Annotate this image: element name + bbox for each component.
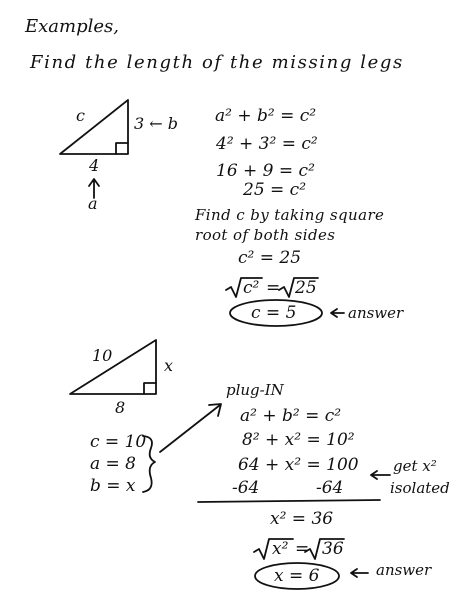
ex1-step-c2: c² = 25 [238,248,302,268]
triangle-1-horz-var: a [88,194,98,213]
given-a: a = 8 [90,454,137,474]
plug-in-label: plug-IN [226,381,284,399]
ex2-sqrt-equals: = [295,539,310,559]
ex2-answer: x = 6 [274,566,320,586]
ex1-step-1: a² + b² = c² [215,106,317,126]
ex2-note-line-2: isolated [390,479,450,497]
triangle-1 [60,100,128,154]
subtraction-rule [198,500,380,502]
right-angle-mark-2 [144,383,156,394]
ex2-subtract-left: -64 [232,478,260,498]
page-title: Examples, [25,16,119,37]
triangle-2-vert-label: x [164,356,174,375]
given-b: b = x [90,476,136,496]
arrow-left-icon [351,569,368,577]
ex1-answer: c = 5 [251,303,297,323]
triangle-2 [70,340,156,394]
ex1-sqrt-lhs: c² [243,278,260,298]
arrow-left-icon [371,471,390,479]
instruction-text: Find the length of the missing legs [30,52,404,73]
ex1-step-2: 4² + 3² = c² [216,134,318,154]
right-angle-mark-1 [116,143,128,154]
triangle-2-hyp-label: 10 [92,346,113,365]
ex1-step-3: 16 + 9 = c² [216,161,315,181]
arrow-left-icon [331,309,344,317]
ex2-step-1: a² + b² = c² [240,406,342,426]
triangle-1-horz-label: 4 [89,156,100,175]
ex1-note-line-1: Find c by taking square [195,206,385,224]
ex2-sqrt-rhs: 36 [322,539,344,559]
triangle-1-hyp-label: c [76,106,85,125]
ex2-step-2: 8² + x² = 10² [242,430,355,450]
ex1-step-4: 25 = c² [243,180,307,200]
ex1-note-line-2: root of both sides [195,226,336,244]
ex1-sqrt-equals: = [266,278,281,298]
ex2-sqrt-lhs: x² [272,539,289,559]
ex2-note-line-1: get x² [393,457,437,475]
triangle-1-vert-label: 3 ← b [134,114,178,133]
ex2-result: x² = 36 [270,509,334,529]
ex1-sqrt-rhs: 25 [295,278,317,298]
ex2-answer-label: answer [376,561,432,579]
triangle-2-horz-label: 8 [115,398,126,417]
arrow-diagonal-icon [160,404,221,452]
ex2-step-3: 64 + x² = 100 [238,455,359,475]
ex2-subtract-right: -64 [316,478,344,498]
given-c: c = 10 [90,432,147,452]
ex1-answer-label: answer [348,304,404,322]
